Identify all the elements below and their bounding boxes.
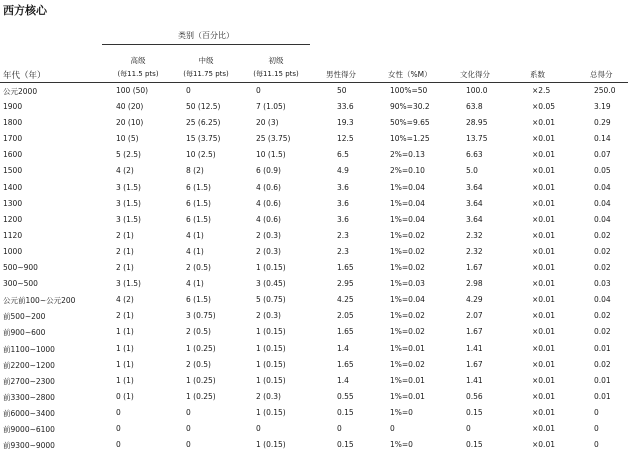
middle-cell: 4 (1): [186, 246, 204, 256]
year-cell: 1400: [3, 182, 23, 192]
male-score-cell: 1.4: [337, 343, 349, 353]
table-row: [0, 277, 628, 293]
female-cell: 1%=0.03: [390, 279, 425, 289]
total-score-cell: 0: [594, 440, 599, 450]
year-cell: 500~900: [3, 263, 38, 273]
table-row: [0, 197, 628, 213]
header-culture-score: 文化得分: [460, 70, 490, 79]
initial-cell: 4 (0.6): [256, 198, 281, 208]
initial-cell: 3 (0.45): [256, 279, 286, 289]
culture-score-cell: 6.63: [466, 150, 483, 160]
year-cell: 300~500: [3, 279, 38, 289]
table-row: [0, 181, 628, 197]
initial-cell: 1 (0.15): [256, 407, 286, 417]
advanced-cell: 0: [116, 407, 121, 417]
female-cell: 2%=0.13: [390, 150, 425, 160]
middle-cell: 25 (6.25): [186, 118, 221, 128]
male-score-cell: 2.05: [337, 311, 354, 321]
coefficient-cell: ×0.01: [532, 182, 555, 192]
initial-cell: 2 (0.3): [256, 391, 281, 401]
female-cell: 1%=0.02: [390, 263, 425, 273]
table-row: [0, 358, 628, 374]
table-row: [0, 422, 628, 438]
culture-score-cell: 1.67: [466, 263, 483, 273]
coefficient-cell: ×0.01: [532, 311, 555, 321]
table-row: [0, 293, 628, 309]
header-rule: [0, 82, 628, 83]
total-score-cell: 0.01: [594, 375, 611, 385]
middle-cell: 6 (1.5): [186, 295, 211, 305]
total-score-cell: 0.04: [594, 214, 611, 224]
year-cell: 公元2000: [3, 87, 38, 96]
total-score-cell: 0.14: [594, 134, 611, 144]
table-row: [0, 148, 628, 164]
male-score-cell: 6.5: [337, 150, 349, 160]
culture-score-cell: 1.41: [466, 343, 483, 353]
middle-cell: 0: [186, 423, 191, 433]
middle-cell: 4 (1): [186, 230, 204, 240]
coefficient-cell: ×0.01: [532, 295, 555, 305]
middle-cell: 2 (0.5): [186, 263, 211, 273]
initial-cell: 6 (0.9): [256, 166, 281, 176]
coefficient-cell: ×0.01: [532, 279, 555, 289]
year-cell: 前6000~3400: [3, 408, 55, 418]
middle-cell: 10 (2.5): [186, 150, 216, 160]
total-score-cell: 0.07: [594, 150, 611, 160]
initial-cell: 4 (0.6): [256, 214, 281, 224]
middle-cell: 8 (2): [186, 166, 204, 176]
year-cell: 前1100~1000: [3, 344, 55, 354]
total-score-cell: 0.04: [594, 182, 611, 192]
middle-cell: 6 (1.5): [186, 198, 211, 208]
culture-score-cell: 5.0: [466, 166, 478, 176]
table-row: [0, 229, 628, 245]
coefficient-cell: ×0.05: [532, 102, 555, 112]
category-header: 类别（百分比）: [178, 31, 234, 40]
table-row: [0, 309, 628, 325]
coefficient-cell: ×0.01: [532, 198, 555, 208]
total-score-cell: 0.29: [594, 118, 611, 128]
year-cell: 前9000~6100: [3, 424, 55, 434]
male-score-cell: 0: [337, 423, 342, 433]
female-cell: 50%=9.65: [390, 118, 430, 128]
advanced-cell: 10 (5): [116, 134, 139, 144]
year-cell: 1200: [3, 214, 23, 224]
year-cell: 1800: [3, 118, 23, 128]
female-cell: 1%=0: [390, 440, 413, 450]
initial-cell: 0: [256, 86, 261, 95]
table-row: [0, 116, 628, 132]
table-row: [0, 261, 628, 277]
male-score-cell: 1.65: [337, 359, 354, 369]
table-row: [0, 132, 628, 148]
header-male-score: 男性得分: [326, 70, 356, 79]
female-cell: 1%=0.02: [390, 246, 425, 256]
male-score-cell: 1.65: [337, 263, 354, 273]
initial-cell: 20 (3): [256, 118, 279, 128]
initial-cell: 4 (0.6): [256, 182, 281, 192]
initial-cell: 1 (0.15): [256, 263, 286, 273]
culture-score-cell: 0.56: [466, 391, 483, 401]
table-row: [0, 100, 628, 116]
middle-cell: 6 (1.5): [186, 182, 211, 192]
male-score-cell: 33.6: [337, 102, 354, 112]
coefficient-cell: ×0.01: [532, 230, 555, 240]
middle-cell: 1 (0.25): [186, 375, 216, 385]
initial-cell: 2 (0.3): [256, 311, 281, 321]
advanced-cell: 40 (20): [116, 102, 144, 112]
initial-cell: 7 (1.05): [256, 102, 286, 112]
header-initial: 初级: [268, 56, 284, 65]
header-advanced-sub: (每11.5 pts): [117, 70, 159, 78]
female-cell: 1%=0.02: [390, 311, 425, 321]
header-advanced: 高级: [130, 56, 146, 65]
female-cell: 1%=0.02: [390, 359, 425, 369]
male-score-cell: 4.9: [337, 166, 349, 176]
total-score-cell: 0.02: [594, 359, 611, 369]
advanced-cell: 4 (2): [116, 166, 134, 176]
middle-cell: 2 (0.5): [186, 327, 211, 337]
culture-score-cell: 3.64: [466, 182, 483, 192]
year-cell: 1600: [3, 150, 23, 160]
year-cell: 1000: [3, 246, 23, 256]
female-cell: 1%=0.04: [390, 295, 425, 305]
advanced-cell: 3 (1.5): [116, 198, 141, 208]
male-score-cell: 3.6: [337, 198, 349, 208]
advanced-cell: 2 (1): [116, 230, 134, 240]
middle-cell: 3 (0.75): [186, 311, 216, 321]
table-row: [0, 325, 628, 341]
total-score-cell: 0.02: [594, 230, 611, 240]
total-score-cell: 0.03: [594, 279, 611, 289]
total-score-cell: 0: [594, 423, 599, 433]
coefficient-cell: ×0.01: [532, 246, 555, 256]
advanced-cell: 5 (2.5): [116, 150, 141, 160]
header-female: 女性（%M）: [388, 70, 432, 79]
advanced-cell: 0: [116, 423, 121, 433]
female-cell: 1%=0.01: [390, 391, 425, 401]
culture-score-cell: 2.07: [466, 311, 483, 321]
male-score-cell: 19.3: [337, 118, 354, 128]
coefficient-cell: ×0.01: [532, 375, 555, 385]
coefficient-cell: ×0.01: [532, 150, 555, 160]
year-cell: 1300: [3, 198, 23, 208]
middle-cell: 4 (1): [186, 279, 204, 289]
header-middle: 中级: [198, 56, 214, 65]
advanced-cell: 1 (1): [116, 343, 134, 353]
year-cell: 前2700~2300: [3, 376, 55, 386]
female-cell: 0: [390, 423, 395, 433]
culture-score-cell: 2.32: [466, 246, 483, 256]
initial-cell: 1 (0.15): [256, 343, 286, 353]
culture-score-cell: 0.15: [466, 407, 483, 417]
male-score-cell: 2.3: [337, 246, 349, 256]
table-row: [0, 84, 628, 100]
initial-cell: 1 (0.15): [256, 440, 286, 450]
advanced-cell: 100 (50): [116, 86, 149, 95]
coefficient-cell: ×0.01: [532, 327, 555, 337]
initial-cell: 0: [256, 423, 261, 433]
table-row: [0, 390, 628, 406]
female-cell: 1%=0.04: [390, 214, 425, 224]
total-score-cell: 0: [594, 407, 599, 417]
advanced-cell: 2 (1): [116, 246, 134, 256]
culture-score-cell: 3.64: [466, 198, 483, 208]
middle-cell: 2 (0.5): [186, 359, 211, 369]
total-score-cell: 0.02: [594, 263, 611, 273]
year-cell: 前500~200: [3, 312, 46, 322]
year-cell: 1700: [3, 134, 23, 144]
middle-cell: 6 (1.5): [186, 214, 211, 224]
advanced-cell: 4 (2): [116, 295, 134, 305]
total-score-cell: 0.04: [594, 198, 611, 208]
female-cell: 1%=0: [390, 407, 413, 417]
middle-cell: 1 (0.25): [186, 343, 216, 353]
culture-score-cell: 4.29: [466, 295, 483, 305]
total-score-cell: 0.02: [594, 311, 611, 321]
total-score-cell: 0.02: [594, 327, 611, 337]
culture-score-cell: 100.0: [466, 86, 488, 95]
advanced-cell: 2 (1): [116, 311, 134, 321]
middle-cell: 15 (3.75): [186, 134, 221, 144]
table-row: [0, 164, 628, 180]
total-score-cell: 0.04: [594, 295, 611, 305]
year-cell: 1120: [3, 230, 23, 240]
total-score-cell: 0.01: [594, 391, 611, 401]
year-cell: 前9300~9000: [3, 441, 55, 451]
culture-score-cell: 28.95: [466, 118, 488, 128]
female-cell: 1%=0.02: [390, 327, 425, 337]
coefficient-cell: ×0.01: [532, 359, 555, 369]
coefficient-cell: ×0.01: [532, 423, 555, 433]
male-score-cell: 12.5: [337, 134, 354, 144]
coefficient-cell: ×0.01: [532, 134, 555, 144]
page-title: 西方核心: [3, 4, 47, 17]
female-cell: 1%=0.01: [390, 343, 425, 353]
initial-cell: 1 (0.15): [256, 375, 286, 385]
header-initial-sub: (每11.15 pts): [253, 70, 299, 78]
table-row: [0, 342, 628, 358]
table-body: [0, 84, 628, 454]
initial-cell: 2 (0.3): [256, 230, 281, 240]
male-score-cell: 3.6: [337, 182, 349, 192]
culture-score-cell: 2.32: [466, 230, 483, 240]
culture-score-cell: 1.41: [466, 375, 483, 385]
advanced-cell: 3 (1.5): [116, 182, 141, 192]
female-cell: 1%=0.04: [390, 182, 425, 192]
advanced-cell: 3 (1.5): [116, 214, 141, 224]
advanced-cell: 2 (1): [116, 263, 134, 273]
coefficient-cell: ×0.01: [532, 407, 555, 417]
category-rule: [102, 44, 310, 45]
middle-cell: 0: [186, 440, 191, 450]
female-cell: 10%=1.25: [390, 134, 430, 144]
male-score-cell: 0.15: [337, 407, 354, 417]
total-score-cell: 0.01: [594, 343, 611, 353]
male-score-cell: 3.6: [337, 214, 349, 224]
coefficient-cell: ×0.01: [532, 343, 555, 353]
header-middle-sub: (每11.75 pts): [183, 70, 229, 78]
culture-score-cell: 3.64: [466, 214, 483, 224]
male-score-cell: 0.15: [337, 440, 354, 450]
advanced-cell: 0: [116, 440, 121, 450]
coefficient-cell: ×0.01: [532, 263, 555, 273]
female-cell: 1%=0.01: [390, 375, 425, 385]
middle-cell: 0: [186, 86, 191, 95]
table-row: [0, 438, 628, 454]
female-cell: 2%=0.10: [390, 166, 425, 176]
advanced-cell: 0 (1): [116, 391, 134, 401]
male-score-cell: 2.95: [337, 279, 354, 289]
female-cell: 1%=0.02: [390, 230, 425, 240]
culture-score-cell: 1.67: [466, 359, 483, 369]
culture-score-cell: 63.8: [466, 102, 483, 112]
coefficient-cell: ×2.5: [532, 86, 551, 95]
table-row: [0, 374, 628, 390]
culture-score-cell: 13.75: [466, 134, 488, 144]
initial-cell: 1 (0.15): [256, 327, 286, 337]
header-year: 年代（年）: [3, 71, 46, 81]
coefficient-cell: ×0.01: [532, 118, 555, 128]
culture-score-cell: 0: [466, 423, 471, 433]
year-cell: 公元前100~公元200: [3, 296, 76, 306]
male-score-cell: 50: [337, 86, 347, 95]
table-row: [0, 245, 628, 261]
year-cell: 前900~600: [3, 328, 46, 338]
male-score-cell: 1.65: [337, 327, 354, 337]
middle-cell: 50 (12.5): [186, 102, 221, 112]
year-cell: 前2200~1200: [3, 360, 55, 370]
male-score-cell: 4.25: [337, 295, 354, 305]
advanced-cell: 1 (1): [116, 375, 134, 385]
header-coefficient: 系数: [530, 70, 545, 79]
culture-score-cell: 1.67: [466, 327, 483, 337]
female-cell: 90%=30.2: [390, 102, 430, 112]
advanced-cell: 1 (1): [116, 359, 134, 369]
total-score-cell: 0.05: [594, 166, 611, 176]
initial-cell: 25 (3.75): [256, 134, 291, 144]
middle-cell: 0: [186, 407, 191, 417]
culture-score-cell: 0.15: [466, 440, 483, 450]
female-cell: 100%=50: [390, 86, 428, 95]
total-score-cell: 3.19: [594, 102, 611, 112]
coefficient-cell: ×0.01: [532, 391, 555, 401]
female-cell: 1%=0.04: [390, 198, 425, 208]
initial-cell: 2 (0.3): [256, 246, 281, 256]
initial-cell: 10 (1.5): [256, 150, 286, 160]
culture-score-cell: 2.98: [466, 279, 483, 289]
advanced-cell: 20 (10): [116, 118, 144, 128]
coefficient-cell: ×0.01: [532, 440, 555, 450]
header-total-score: 总得分: [590, 70, 613, 79]
male-score-cell: 1.4: [337, 375, 349, 385]
total-score-cell: 250.0: [594, 86, 616, 95]
table-row: [0, 406, 628, 422]
advanced-cell: 1 (1): [116, 327, 134, 337]
year-cell: 1900: [3, 102, 23, 112]
year-cell: 1500: [3, 166, 23, 176]
total-score-cell: 0.02: [594, 246, 611, 256]
initial-cell: 5 (0.75): [256, 295, 286, 305]
male-score-cell: 0.55: [337, 391, 354, 401]
male-score-cell: 2.3: [337, 230, 349, 240]
coefficient-cell: ×0.01: [532, 214, 555, 224]
year-cell: 前3300~2800: [3, 392, 55, 402]
middle-cell: 1 (0.25): [186, 391, 216, 401]
table-row: [0, 213, 628, 229]
advanced-cell: 3 (1.5): [116, 279, 141, 289]
coefficient-cell: ×0.01: [532, 166, 555, 176]
initial-cell: 1 (0.15): [256, 359, 286, 369]
